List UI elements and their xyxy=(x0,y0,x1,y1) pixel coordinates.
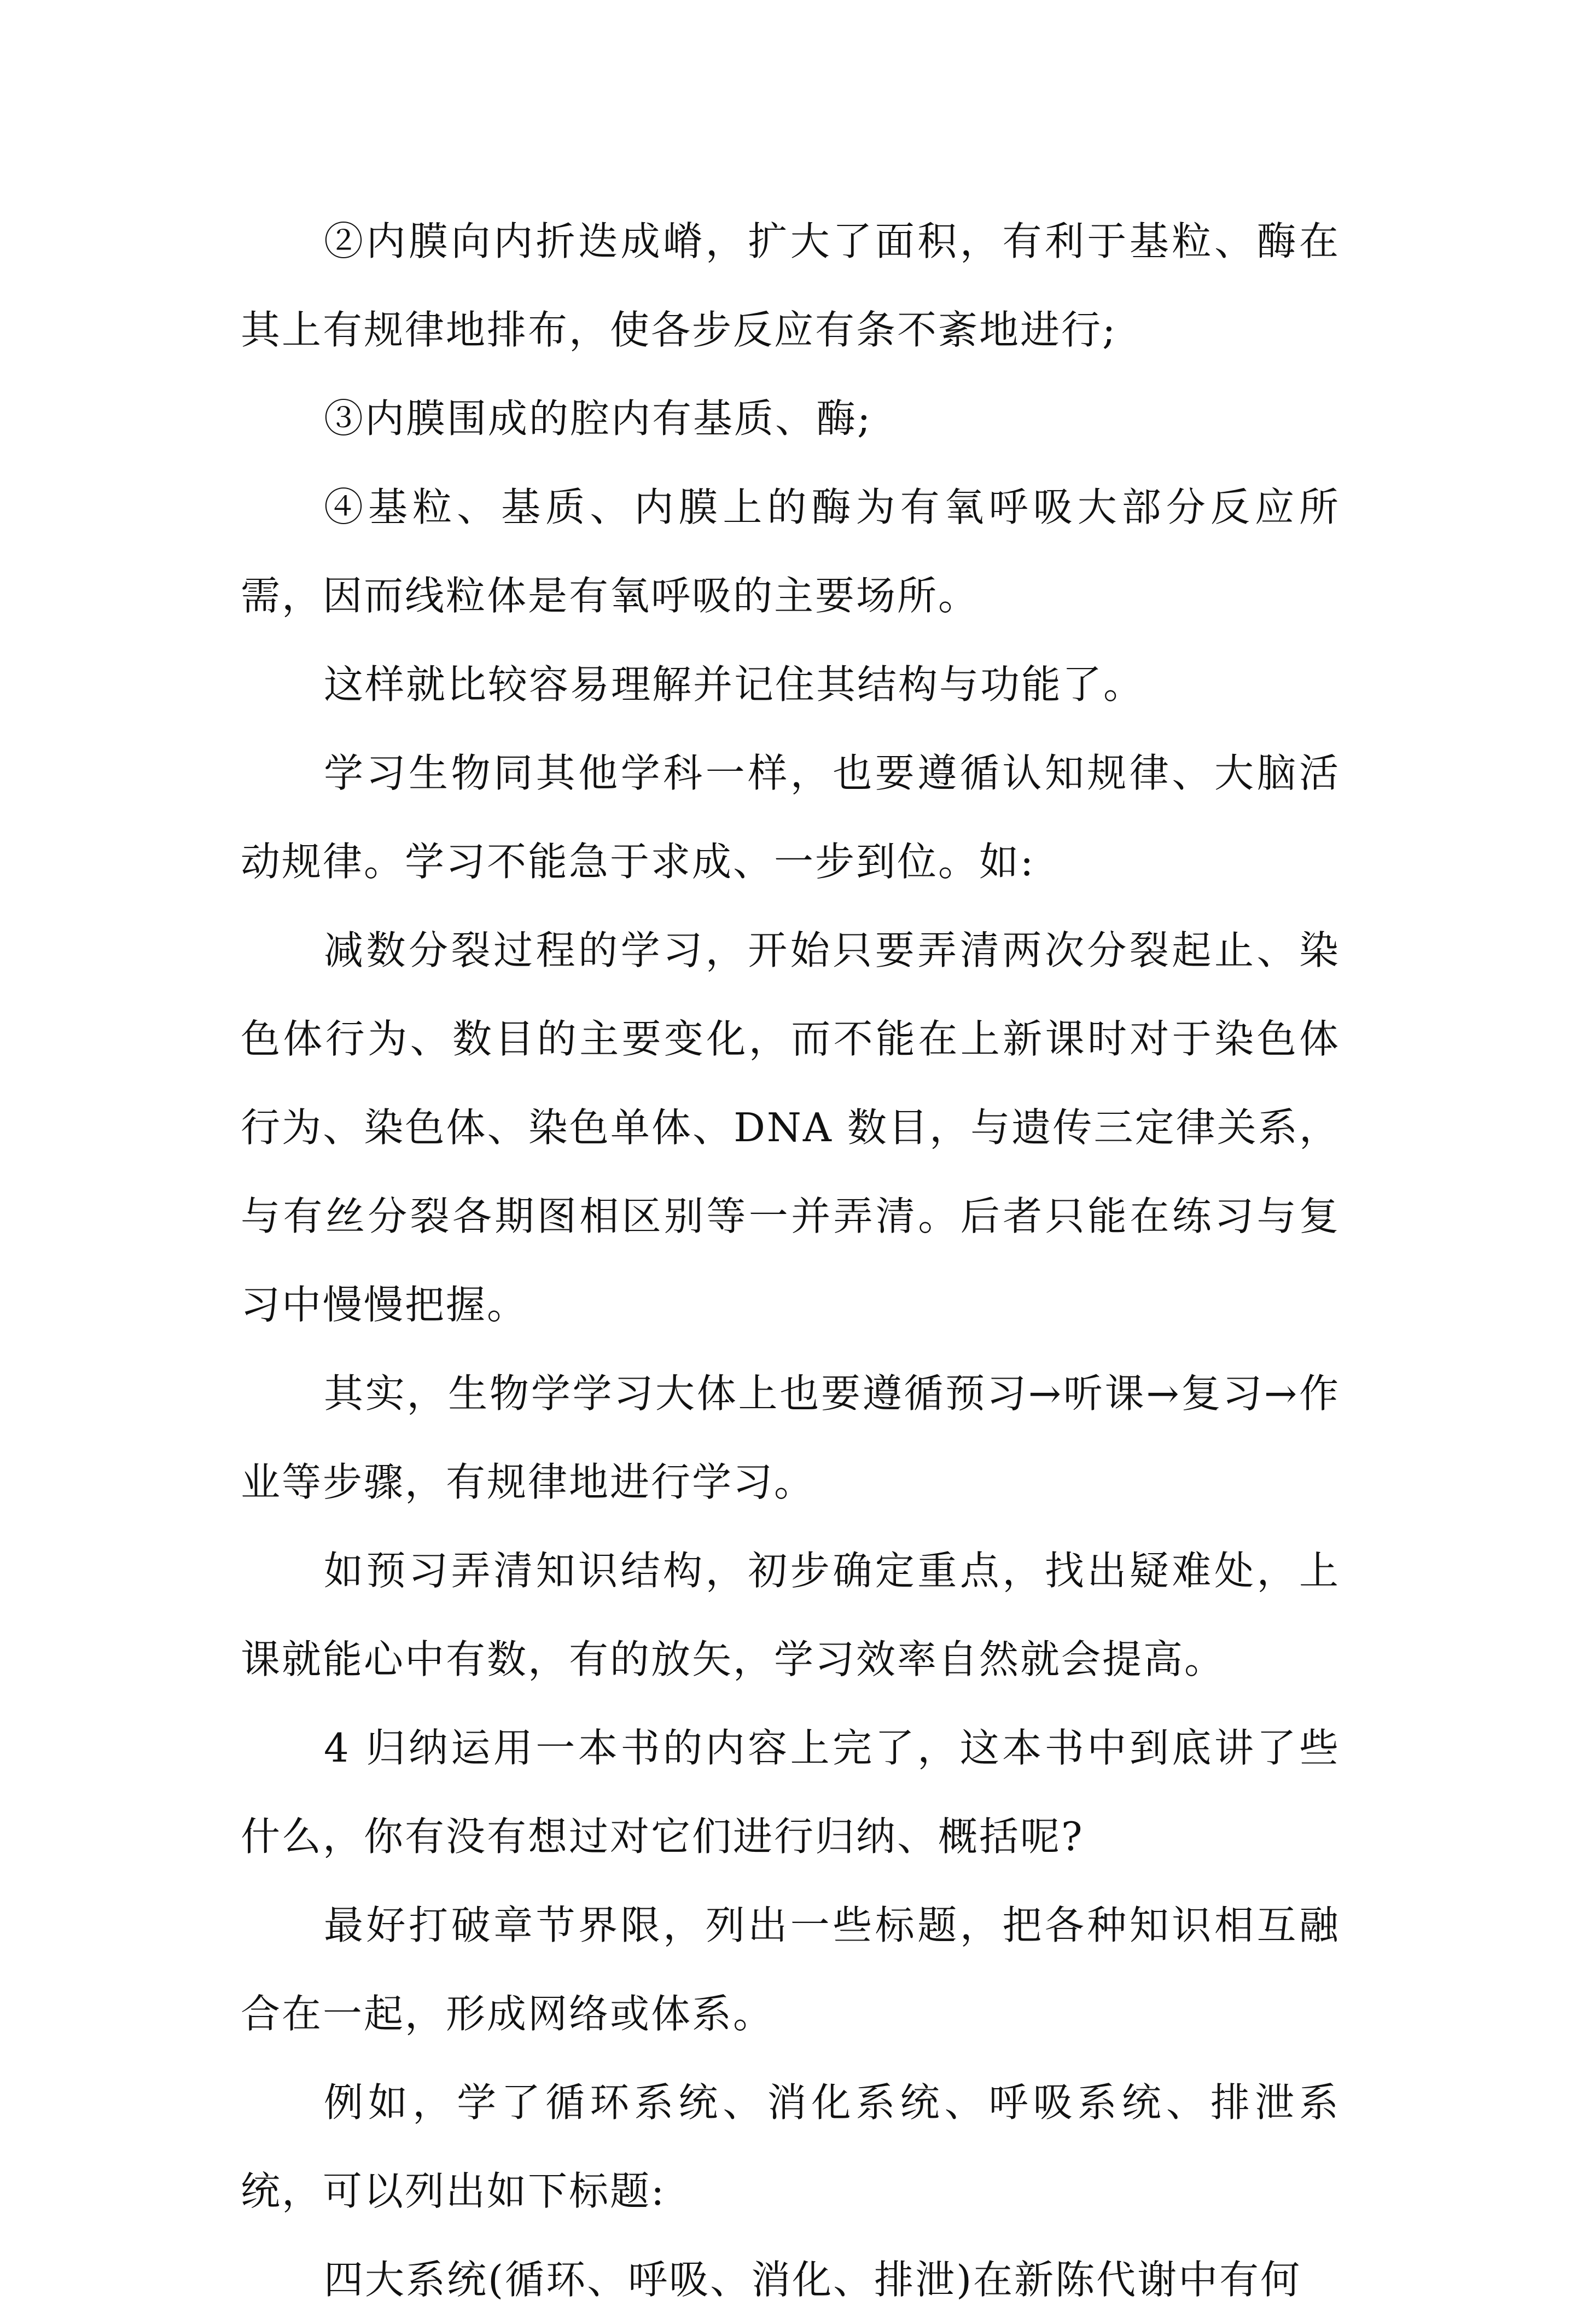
paragraph-learning-rules: 学习生物同其他学科一样，也要遵循认知规律、大脑活动规律。学习不能急于求成、一步到位。如: xyxy=(241,750,1340,885)
paragraph-enzymes-respiration: ④基粒、基质、内膜上的酶为有氧呼吸大部分反应所需，因而线粒体是有氧呼吸的主要场所。 xyxy=(241,484,1340,619)
paragraph-break-chapters: 最好打破章节界限，列出一些标题，把各种知识相互融合在一起，形成网络或体系。 xyxy=(241,1902,1340,2037)
paragraph-induction: 4 归纳运用一本书的内容上完了，这本书中到底讲了些什么，你有没有想过对它们进行归纳、概括呢? xyxy=(241,1725,1340,1860)
document-body xyxy=(241,197,1340,2324)
paragraph-four-systems: 四大系统(循环、呼吸、消化、排泄)在新陈代谢中有何 xyxy=(324,2257,1302,2303)
paragraph-easy-to-remember: 这样就比较容易理解并记住其结构与功能了。 xyxy=(324,661,1145,707)
paragraph-mitochondria-cristae: ②内膜向内折迭成嵴，扩大了面积，有利于基粒、酶在其上有规律地排布，使各步反应有条不紊地进行; xyxy=(241,218,1340,353)
paragraph-inner-membrane-cavity: ③内膜围成的腔内有基质、酶; xyxy=(324,396,872,441)
paragraph-systems-example: 例如，学了循环系统、消化系统、呼吸系统、排泄系统，可以列出如下标题: xyxy=(241,2079,1340,2214)
paragraph-study-steps: 其实，生物学学习大体上也要遵循预习→听课→复习→作业等步骤，有规律地进行学习。 xyxy=(241,1370,1340,1505)
paragraph-preview: 如预习弄清知识结构，初步确定重点，找出疑难处，上课就能心中有数，有的放矢，学习效率自然就会提高。 xyxy=(241,1548,1340,1682)
paragraph-meiosis-example: 减数分裂过程的学习，开始只要弄清两次分裂起止、染色体行为、数目的主要变化，而不能在上新课时对于染色体行为、染色体、染色单体、DNA 数目，与遗传三定律关系，与有丝分裂各期图相区别等一并弄清。后者只能在练习与复习中慢慢把握。 xyxy=(241,927,1340,1328)
